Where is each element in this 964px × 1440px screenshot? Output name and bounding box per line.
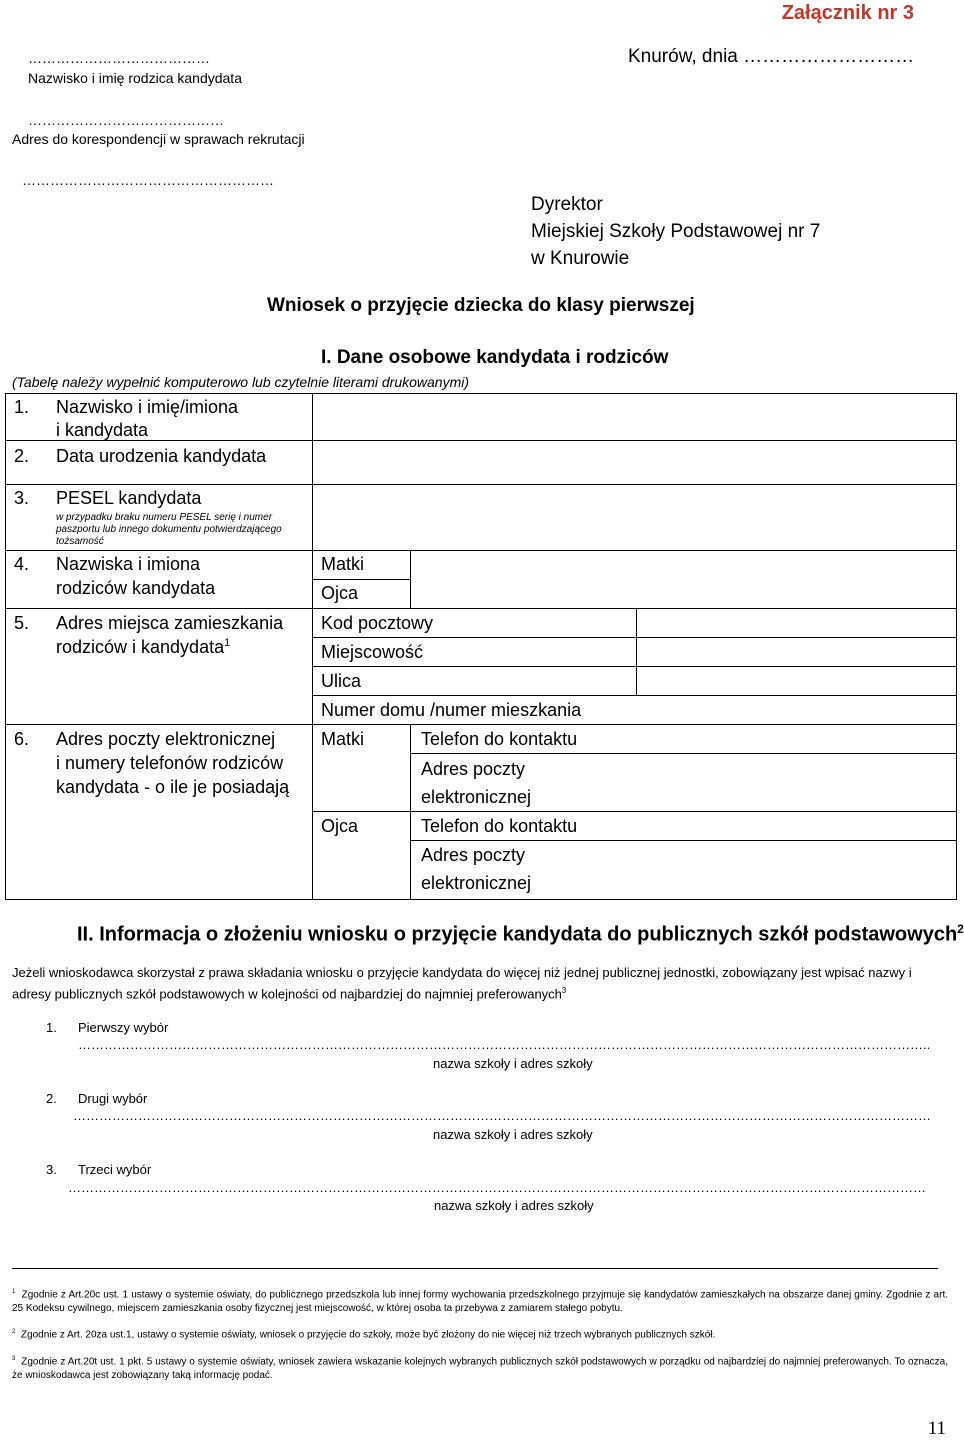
birth-date-field[interactable] xyxy=(314,442,954,483)
footnote-1 xyxy=(12,1285,948,1316)
row4-label-b: rodziców kandydata xyxy=(56,578,216,598)
row6-mother-label: Matki xyxy=(321,729,365,749)
candidate-name-field[interactable] xyxy=(314,395,954,439)
footnote-2-number: 2 xyxy=(12,1329,16,1335)
footnote-1-text: Zgodnie z Art.20c ust. 1 ustawy o systemie oświaty, do publicznego przedszkola lub innej formy wychowania przedszkolnego przyjmuje się kandydatów zamieszkałych na obszarze danej gminy. Zgodnie z art. 25 Kodeksu cywilnego, miejscem zamieszkania osoby fizycznej jest miejscowość, w której osoba ta przebywa z zamiarem stałego pobytu. xyxy=(12,1289,949,1315)
street-field[interactable] xyxy=(638,668,954,694)
row6-number: 6. xyxy=(14,729,30,749)
address-dots[interactable]: …………………………………… xyxy=(28,112,224,128)
mother-phone-label: Telefon do kontaktu xyxy=(421,729,578,749)
row2-number: 2. xyxy=(14,446,30,466)
father-email-label-b: elektronicznej xyxy=(421,873,532,893)
house-number-label: Numer domu /numer mieszkania xyxy=(321,700,582,720)
row6-label-a: Adres poczty elektronicznej xyxy=(56,729,276,749)
row6-label-b: i numery telefonów rodziców xyxy=(56,753,284,773)
section2-heading xyxy=(77,922,964,947)
choice1-label: Pierwszy wybór xyxy=(78,1020,169,1035)
footnote-ref-2: 2 xyxy=(957,922,964,936)
addressee-line2: Miejskiej Szkoły Podstawowej nr 7 xyxy=(531,221,821,242)
section1-note: (Tabelę należy wypełnić komputerowo lub czytelnie literami drukowanymi) xyxy=(12,374,470,390)
row5-label-b-text: rodziców i kandydata xyxy=(56,637,225,657)
row2-label: Data urodzenia kandydata xyxy=(56,446,267,466)
row1-label-a: Nazwisko i imię/imiona xyxy=(56,397,239,417)
row4-father-label: Ojca xyxy=(321,583,359,603)
parent-name-dots[interactable]: ………………………………… xyxy=(28,50,210,66)
section2-heading-text: II. Informacja o złożeniu wniosku o przyjęcie kandydata do publicznych szkół podstawowych xyxy=(77,923,958,946)
address-label: Adres do korespondencji w sprawach rekrutacji xyxy=(12,131,305,147)
choice2-number: 2. xyxy=(46,1091,57,1106)
choice3-label: Trzeci wybór xyxy=(78,1162,152,1177)
row3-note: w przypadku braku numeru PESEL serię i numer paszportu lub innego dokumentu potwierdzającego tożsamość xyxy=(56,512,282,547)
choice1-dots[interactable]: …………………………………………………………………………………………………………………………………………………………………………….. xyxy=(78,1037,931,1052)
house-number-field[interactable] xyxy=(638,697,954,723)
row5-label-a: Adres miejsca zamieszkania xyxy=(56,613,284,633)
place-date[interactable]: Knurów, dnia ……………………… xyxy=(628,46,915,67)
row4-mother-label: Matki xyxy=(321,554,365,574)
footnote-ref-3: 3 xyxy=(561,986,567,995)
city-field[interactable] xyxy=(638,639,954,665)
choice3-number: 3. xyxy=(46,1162,57,1177)
row1-label-b: i kandydata xyxy=(56,420,149,440)
addressee-line3: w Knurowie xyxy=(531,248,630,269)
footnote-3-number: 3 xyxy=(12,1356,16,1362)
footnote-2 xyxy=(12,1325,948,1342)
choice3-caption: nazwa szkoły i adres szkoły xyxy=(434,1198,594,1213)
row6-label-c: kandydata - o ile je posiadają xyxy=(56,777,290,797)
row5-number: 5. xyxy=(14,613,30,633)
parent-name-label: Nazwisko i imię rodzica kandydata xyxy=(28,70,242,86)
mother-name-field[interactable] xyxy=(412,552,954,578)
city-label: Miejscowość xyxy=(321,642,424,662)
street-label: Ulica xyxy=(321,671,362,691)
section2-paragraph-text: Jeżeli wnioskodawca skorzystał z prawa składania wniosku o przyjęcie kandydata do więcej niż jednej publicznej jednostki, zobowiązany jest wpisać nazwy i adresy publicznych szkół podstawowych w kolejności od najbardziej do najmniej preferowanych xyxy=(12,965,912,1002)
mother-email-label-b: elektronicznej xyxy=(421,787,532,807)
choice2-dots[interactable]: ……………………………………………………………………………………………………………………………………………………………………………… xyxy=(73,1108,931,1123)
choice1-caption: nazwa szkoły i adres szkoły xyxy=(433,1056,593,1071)
pesel-field[interactable] xyxy=(314,486,954,549)
section2-paragraph xyxy=(12,964,948,1003)
document-title: Wniosek o przyjęcie dziecka do klasy pierwszej xyxy=(267,295,695,316)
postal-code-label: Kod pocztowy xyxy=(321,613,434,633)
row3-number: 3. xyxy=(14,488,30,508)
mother-email-label-a: Adres poczty xyxy=(421,759,526,779)
father-phone-label: Telefon do kontaktu xyxy=(421,816,578,836)
addressee-line1: Dyrektor xyxy=(531,194,603,215)
address-dots-2[interactable]: ……………………………………………… xyxy=(22,172,274,188)
footnote-2-text: Zgodnie z Art. 20za ust.1, ustawy o systemie oświaty, wniosek o przyjęcie do szkoły, może być złożony do nie więcej niż trzech wybranych publicznych szkół. xyxy=(20,1329,716,1341)
row4-label-a: Nazwiska i imiona xyxy=(56,554,201,574)
footnote-3-text: Zgodnie z Art.20t ust. 1 pkt. 5 ustawy o systemie oświaty, wniosek zawiera wskazanie kolejnych wybranych publicznych szkół podstawowych w porządku od najbardziej do najmniej preferowanych. To oznacza, że wnioskodawca jest zobowiązany taką informację podać. xyxy=(12,1356,948,1382)
father-email-label-a: Adres poczty xyxy=(421,845,526,865)
row1-number: 1. xyxy=(14,397,30,417)
row5-label-b xyxy=(56,637,230,658)
choice1-number: 1. xyxy=(46,1020,57,1035)
footnote-1-number: 1 xyxy=(12,1289,16,1295)
choice2-label: Drugi wybór xyxy=(78,1091,148,1106)
row4-number: 4. xyxy=(14,554,30,574)
page-number: 11 xyxy=(927,1418,946,1439)
footnote-separator xyxy=(12,1268,938,1269)
choice2-caption: nazwa szkoły i adres szkoły xyxy=(433,1127,593,1142)
footnote-3 xyxy=(12,1352,948,1383)
choice3-dots[interactable]: ……………………………………………………………………………………………………………………………………………………………………………… xyxy=(68,1180,926,1195)
section1-heading: I. Dane osobowe kandydata i rodziców xyxy=(321,347,669,368)
father-name-field[interactable] xyxy=(412,581,954,607)
postal-code-field[interactable] xyxy=(638,610,954,636)
footnote-ref-1: 1 xyxy=(224,637,231,649)
row6-father-label: Ojca xyxy=(321,816,359,836)
row3-label: PESEL kandydata xyxy=(56,488,202,508)
annex-label: Załącznik nr 3 xyxy=(781,2,914,24)
